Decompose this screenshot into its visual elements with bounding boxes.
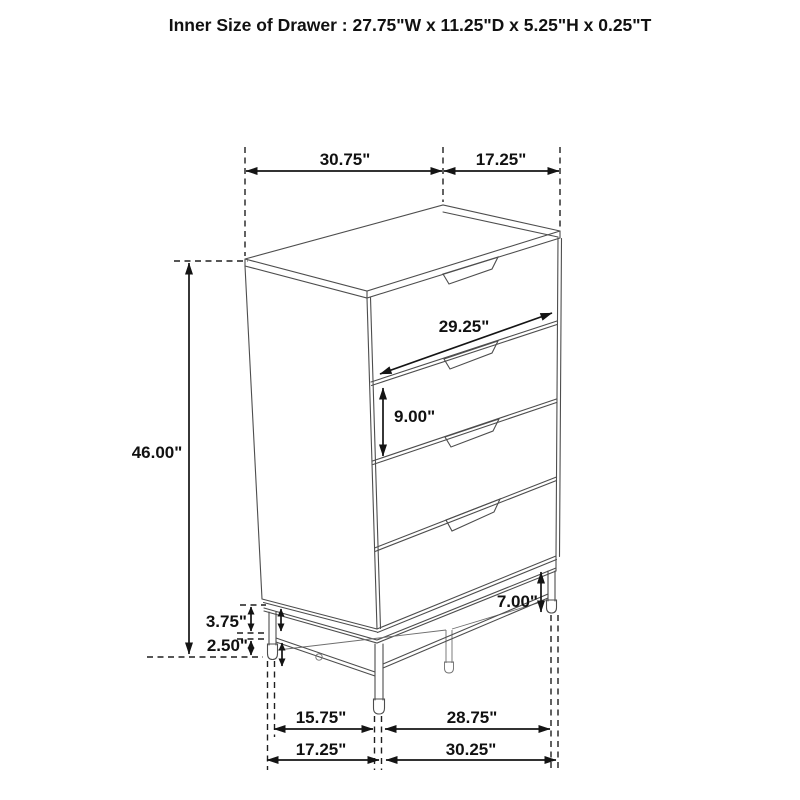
drawer-pull-notches [443, 257, 500, 531]
drawer-pull-notch-3 [445, 419, 499, 447]
right-leg [547, 571, 557, 613]
dim-label-drawer-height: 9.00" [394, 407, 436, 426]
front-face [367, 238, 562, 633]
dimension-labels [132, 150, 538, 759]
dim-label-base-width-inner: 28.75" [446, 708, 498, 727]
front-leg [374, 644, 385, 714]
diagram-title: Inner Size of Drawer : 27.75"W x 11.25"D x 5.25"H x 0.25"T [168, 15, 652, 35]
dim-label-top-depth: 17.25" [475, 150, 527, 169]
dim-label-base-rail-height: 3.75" [205, 612, 247, 631]
dim-label-base-width-outer: 30.25" [445, 740, 497, 759]
dim-label-foot-height: 2.50" [206, 636, 248, 655]
side-panel [245, 266, 377, 632]
dim-label-overall-height: 46.00" [131, 443, 183, 462]
metal-base-frame [264, 556, 557, 714]
drawer-separators [371, 321, 557, 552]
dim-label-base-depth-inner: 15.75" [295, 708, 347, 727]
dim-label-drawer-width: 29.25" [438, 317, 490, 336]
drawer-pull-notch-1 [443, 257, 498, 284]
left-leg [268, 612, 278, 660]
dim-label-top-width: 30.75" [319, 150, 371, 169]
chest-body [245, 205, 562, 714]
extension-lines [147, 147, 560, 770]
drawer-pull-notch-4 [446, 499, 500, 531]
top-panel [245, 205, 560, 298]
dim-label-base-depth-outer: 17.25" [295, 740, 347, 759]
dim-label-leg-height: 7.00" [496, 592, 538, 611]
